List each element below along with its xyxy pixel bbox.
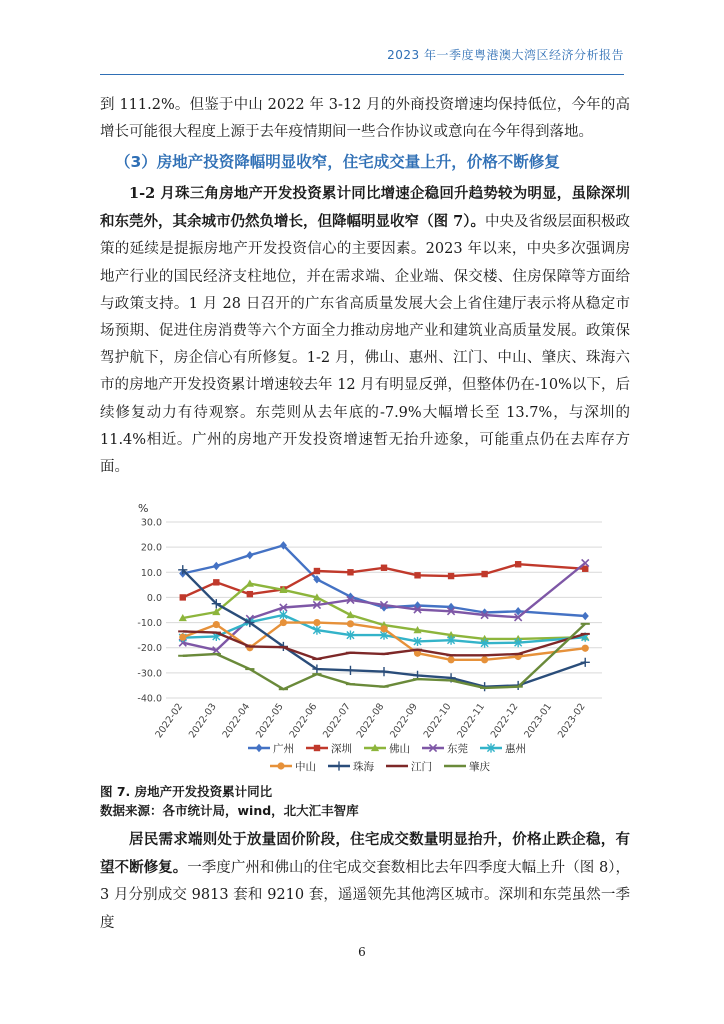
- paragraph-1: 到 111.2%。但鉴于中山 2022 年 3-12 月的外商投资增速均保持低位，今年的高增长可能很大程度上源于去年疫情期间一些合作协议或意向在今年得到落地。: [100, 97, 630, 141]
- legend-label: 佛山: [389, 743, 410, 755]
- figure-source: 数据来源：各市统计局，wind，北大汇丰智库: [100, 803, 359, 818]
- legend-label: 中山: [295, 761, 316, 773]
- x-tick-label: 2022-10: [421, 701, 454, 741]
- x-tick-label: 2022-09: [388, 701, 420, 741]
- x-tick-label: 2022-05: [254, 701, 286, 741]
- data-point: [582, 559, 589, 566]
- paragraph-2: [100, 180, 630, 481]
- data-point: [314, 568, 320, 574]
- y-tick-label: -10.0: [137, 618, 162, 630]
- x-tick-label: 2022-08: [354, 701, 387, 741]
- legend-label: 肇庆: [469, 761, 490, 773]
- section-title: （3）房地产投资降幅明显收窄，住宅成交量上升，价格不断修复: [115, 153, 560, 171]
- y-tick-label: 0.0: [146, 592, 162, 604]
- data-point: [313, 619, 320, 626]
- y-axis-label: %: [138, 502, 149, 515]
- data-point: [347, 620, 354, 627]
- legend-label: 惠州: [505, 743, 526, 755]
- x-tick-label: 2022-02: [153, 701, 186, 741]
- data-point: [346, 666, 355, 675]
- paragraph-3-lead: 居民需求端则处于放量固价阶段，住宅成交数量明显抬升，价格止跌企稳，有望不断修复。: [100, 831, 630, 877]
- y-tick-label: -20.0: [137, 643, 162, 655]
- legend-label: 江门: [411, 761, 432, 773]
- data-point: [582, 645, 589, 652]
- x-tick-label: 2023-02: [555, 701, 588, 741]
- legend-label: 深圳: [331, 743, 352, 755]
- data-point: [213, 621, 220, 628]
- y-tick-label: 20.0: [140, 542, 162, 554]
- running-header: 2023 年一季度粤港澳大湾区经济分析报告: [387, 48, 624, 62]
- paragraph-2-body: 中央及省级层面积极政策的延续是提振房地产开发投资信心的主要因素。2023 年以来，中央多次强调房地产行业的国民经济支柱地位，并在需求端、企业端、保交楼、住房保障等方面给与政策支持。1 月 28 日召开的广东省高质量发展大会上省住建厅表示将从稳定市场预期、促进住房消费等六个方面全力推动房地产业和建筑业高质量发展。政策保驾护航下，房企信心有所修复。1-2 月，佛山、惠州、江门、中山、肇庆、珠海六市的房地产开发投资累计增速较去年 12 月有明显反弹，但整体仍在-10%以下，后续修复动力有待观察。东莞则从去年底的-7.9%大幅增长至 13.7%，与深圳的 11.4%相近。广州的房地产开发投资增速暂无抬升迹象，可能重点仍在去库存方面。: [100, 214, 630, 476]
- paragraph-3-body: 一季度广州和佛山的住宅成交套数相比去年四季度大幅上升（图 8），3 月分别成交 9813 套和 9210 套，遥遥领先其他湾区城市。深圳和东莞虽然一季度: [100, 860, 630, 931]
- legend-label: 珠海: [353, 761, 374, 773]
- data-point: [481, 571, 487, 577]
- line-chart: [100, 500, 624, 775]
- data-point: [447, 656, 454, 663]
- data-point: [180, 594, 186, 600]
- data-point: [314, 745, 320, 751]
- data-point: [213, 562, 220, 570]
- data-point: [448, 573, 454, 579]
- x-tick-label: 2022-07: [321, 701, 353, 741]
- x-tick-label: 2022-11: [455, 701, 488, 741]
- y-tick-label: -40.0: [137, 693, 162, 705]
- data-point: [380, 625, 387, 632]
- paragraph-2-lead: 1-2 月珠三角房地产开发投资累计同比增速企稳回升趋势较为明显，虽除深圳和东莞外，其余城市仍然负增长，但降幅明显收窄（图 7）。: [100, 185, 630, 231]
- data-point: [379, 667, 388, 676]
- x-tick-label: 2023-01: [522, 701, 555, 741]
- data-point: [582, 566, 588, 572]
- data-point: [414, 572, 420, 578]
- header-rule: [100, 74, 624, 75]
- y-tick-label: 10.0: [140, 567, 162, 579]
- x-tick-label: 2022-03: [186, 701, 219, 741]
- data-point: [447, 603, 454, 611]
- chart-svg: [100, 500, 624, 775]
- data-point: [515, 561, 521, 567]
- legend-label: 广州: [273, 743, 294, 755]
- y-tick-label: 30.0: [140, 517, 162, 529]
- x-tick-label: 2022-12: [488, 701, 521, 741]
- paragraph-3: [100, 826, 630, 937]
- x-tick-label: 2022-06: [287, 701, 320, 741]
- data-point: [213, 579, 219, 585]
- data-point: [381, 565, 387, 571]
- data-point: [334, 761, 343, 770]
- data-point: [280, 619, 287, 626]
- data-point: [246, 551, 253, 559]
- data-point: [347, 569, 353, 575]
- data-point: [247, 591, 253, 597]
- x-tick-label: 2022-04: [220, 701, 253, 741]
- data-point: [481, 656, 488, 663]
- data-point: [581, 658, 590, 667]
- legend-label: 东莞: [447, 743, 468, 755]
- y-tick-label: -30.0: [137, 668, 162, 680]
- data-point: [179, 634, 186, 641]
- page-number: 6: [358, 945, 366, 959]
- figure-caption: 图 7. 房地产开发投资累计同比: [100, 784, 273, 799]
- data-point: [277, 762, 284, 769]
- data-point: [255, 744, 262, 752]
- data-point: [582, 612, 589, 620]
